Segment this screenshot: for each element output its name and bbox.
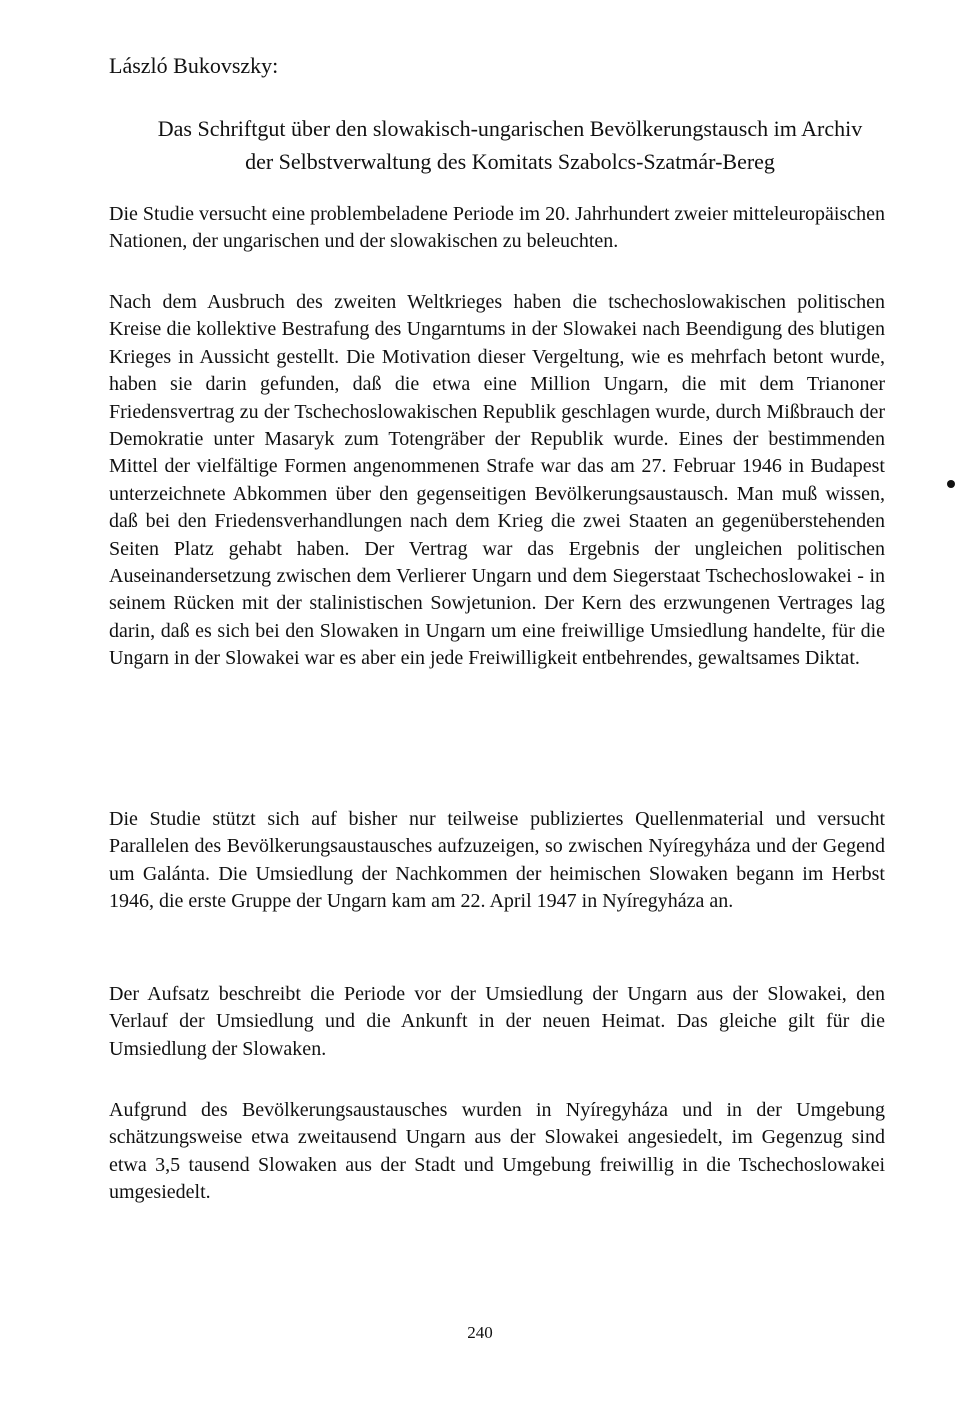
title-line-1: Das Schriftgut über den slowakisch-ungarischen Bevölkerungstausch im Archiv xyxy=(157,116,863,141)
paragraph-scope: Der Aufsatz beschreibt die Periode vor der Umsiedlung der Ungarn aus der Slowakei, den Verlauf der Umsiedlung und die Ankunft in der neuen Heimat. Das gleiche gilt für die Umsiedlung der Slowaken. xyxy=(109,983,885,1060)
author-name: László Bukovszky: xyxy=(109,53,279,78)
paragraph-intro: Die Studie versucht eine problembeladene Periode im 20. Jahrhundert zweier mitteleuropäischen Nationen, der ungarischen und der slowakischen zu beleuchten. xyxy=(109,203,885,253)
paragraph-results: Aufgrund des Bevölkerungsaustausches wurden in Nyíregyháza und in der Umgebung schätzungsweise etwa zweitausend Ungarn aus der Slowakei angesiedelt, im Gegenzug sind etwa 3,5 tausend Slowaken aus der Stadt und Umgebung freiwillig in die Tschechoslowakei umgesiedelt. xyxy=(109,1099,885,1204)
margin-dot xyxy=(947,480,955,488)
page-number: 240 xyxy=(467,1323,493,1342)
article-title xyxy=(110,112,910,178)
title-line-2: der Selbstverwaltung des Komitats Szabolcs-Szatmár-Bereg xyxy=(245,149,775,174)
paragraph-background: Nach dem Ausbruch des zweiten Weltkrieges haben die tschechoslowakischen politischen Kreise die kollektive Bestrafung des Ungarntums in der Slowakei nach Beendigung des blutigen Krieges in Aussicht gestellt. Die Motivation dieser Vergeltung, wie es mehrfach betont wurde, haben sie darin gefunden, daß die etwa eine Million Ungarn, die mit dem Trianoner Friedensvertrag zu der Tschechoslowakischen Republik geschlagen wurde, durch Mißbrauch der Demokratie unter Masaryk zum Totengräber der Republik wurde. Eines der bestimmenden Mittel der vielfältige Formen angenommenen Strafe war das am 27. Februar 1946 in Budapest unterzeichnete Abkommen über den gegenseitigen Bevölkerungsaustausch. Man muß wissen, daß bei den Friedensverhandlungen nach dem Krieg die zwei Staaten an gegenüberstehenden Seiten Platz gehabt haben. Der Vertrag war das Ergebnis der ungleichen politischen Auseinandersetzung zwischen dem Verlierer Ungarn und dem Siegerstaat Tschechoslowakei - in seinem Rücken mit der stalinistischen Sowjetunion. Der Kern des erzwungenen Vertrages lag darin, daß es sich bei den Slowaken in Ungarn um eine freiwillige Umsiedlung handelte, für die Ungarn in der Slowakei war es aber ein jede Freiwilligkeit entbehrendes, gewaltsames Diktat. xyxy=(109,291,885,670)
paragraph-sources: Die Studie stützt sich auf bisher nur teilweise publiziertes Quellenmaterial und versucht Parallelen des Bevölkerungsaustausches aufzuzeigen, so zwischen Nyíregyháza und der Gegend um Galánta. Die Umsiedlung der Nachkommen der heimischen Slowaken begann im Herbst 1946, die erste Gruppe der Ungarn kam am 22. April 1947 in Nyíregyháza an. xyxy=(109,808,885,913)
